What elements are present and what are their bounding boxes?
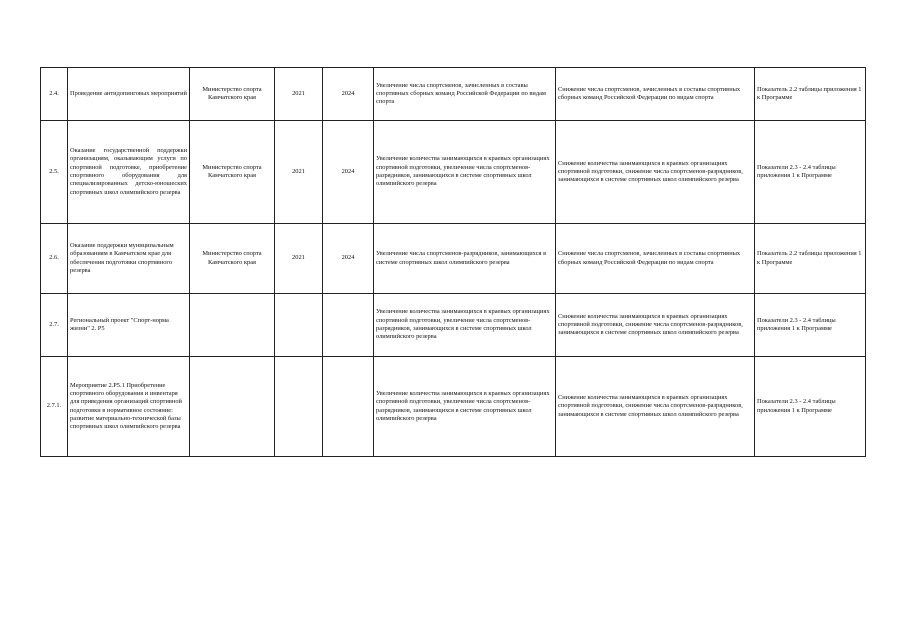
table-row: [41, 121, 866, 224]
non-implementation-consequence: Снижение числа спортсменов, зачисленных в составы спортивных сборных команд Российской Федерации по видам спорта: [556, 68, 755, 121]
table-row: [41, 224, 866, 294]
expected-result: Увеличение количества занимающихся в краевых организациях спортивной подготовки, увеличение числа спортсменов-разрядников, занимающихся в системе спортивных школ олимпийского резерва: [374, 357, 556, 457]
program-measures-table: [40, 67, 866, 457]
row-number: 2.7.: [41, 294, 68, 357]
expected-result: Увеличение количества занимающихся в краевых организациях спортивной подготовки, увеличение числа спортсменов-разрядников, занимающихся в системе спортивных школ олимпийского резерва: [374, 294, 556, 357]
row-number: 2.4.: [41, 68, 68, 121]
end-year: 2024: [323, 68, 374, 121]
start-year: 2021: [275, 121, 323, 224]
executor: [190, 357, 275, 457]
linked-indicator: Показатели 2.3 - 2.4 таблицы приложения 1 к Программе: [755, 121, 866, 224]
row-number: 2.6.: [41, 224, 68, 294]
executor: Министерство спорта Камчатского края: [190, 224, 275, 294]
start-year: [275, 357, 323, 457]
end-year: 2024: [323, 121, 374, 224]
expected-result: Увеличение количества занимающихся в краевых организациях спортивной подготовки, увеличение числа спортсменов-разрядников, занимающихся в системе спортивных школ олимпийского резерва: [374, 121, 556, 224]
row-number: 2.5.: [41, 121, 68, 224]
measure-name: Региональный проект "Спорт-норма жизни" 2. Р5: [68, 294, 190, 357]
expected-result: Увеличение числа спортсменов-разрядников, занимающихся в системе спортивных школ олимпийского резерва: [374, 224, 556, 294]
start-year: 2021: [275, 68, 323, 121]
end-year: 2024: [323, 224, 374, 294]
start-year: [275, 294, 323, 357]
start-year: 2021: [275, 224, 323, 294]
row-number: 2.7.1.: [41, 357, 68, 457]
non-implementation-consequence: Снижение количества занимающихся в краевых организациях спортивной подготовки, снижение числа спортсменов-разрядников, занимающихся в системе спортивных школ олимпийского резерва: [556, 357, 755, 457]
table-row: [41, 68, 866, 121]
end-year: [323, 357, 374, 457]
non-implementation-consequence: Снижение числа спортсменов, зачисленных в составы спортивных сборных команд Российской Федерации по видам спорта: [556, 224, 755, 294]
linked-indicator: Показатели 2.3 - 2.4 таблицы приложения 1 к Программе: [755, 357, 866, 457]
table-row: [41, 294, 866, 357]
end-year: [323, 294, 374, 357]
non-implementation-consequence: Снижение количества занимающихся в краевых организациях спортивной подготовки, снижение числа спортсменов-разрядников, занимающихся в системе спортивных школ олимпийского резерва: [556, 294, 755, 357]
measure-name: Оказание поддержки муниципальным образованиям в Камчатском крае для обеспечения подготовки спортивного резерва: [68, 224, 190, 294]
executor: [190, 294, 275, 357]
non-implementation-consequence: Снижение количества занимающихся в краевых организациях спортивной подготовки, снижение числа спортсменов-разрядников, занимающихся в системе спортивных школ олимпийского резерва: [556, 121, 755, 224]
expected-result: Увеличение числа спортсменов, зачисленных в составы спортивных сборных команд Российской Федерации по видам спорта: [374, 68, 556, 121]
linked-indicator: Показатель 2.2 таблицы приложения 1 к Программе: [755, 224, 866, 294]
measure-name: Проведение антидопинговых мероприятий: [68, 68, 190, 121]
executor: Министерство спорта Камчатского края: [190, 68, 275, 121]
executor: Министерство спорта Камчатского края: [190, 121, 275, 224]
linked-indicator: Показатель 2.2 таблицы приложения 1 к Программе: [755, 68, 866, 121]
measure-name: Оказание государственной поддержки организациям, оказывающим услуги по спортивной подготовке, приобретение спортивного оборудования для специализированных детско-юношеских спортивных школ олимпийского резерва: [68, 121, 190, 224]
measure-name: Мероприятие 2.Р5.1 Приобретение спортивного оборудования и инвентаря для приведения организаций спортивной подготовки в нормативное состояние: развитие материально-технической базы спортивных школ олимпийского резерва: [68, 357, 190, 457]
linked-indicator: Показатели 2.3 - 2.4 таблицы приложения 1 к Программе: [755, 294, 866, 357]
table-row: [41, 357, 866, 457]
